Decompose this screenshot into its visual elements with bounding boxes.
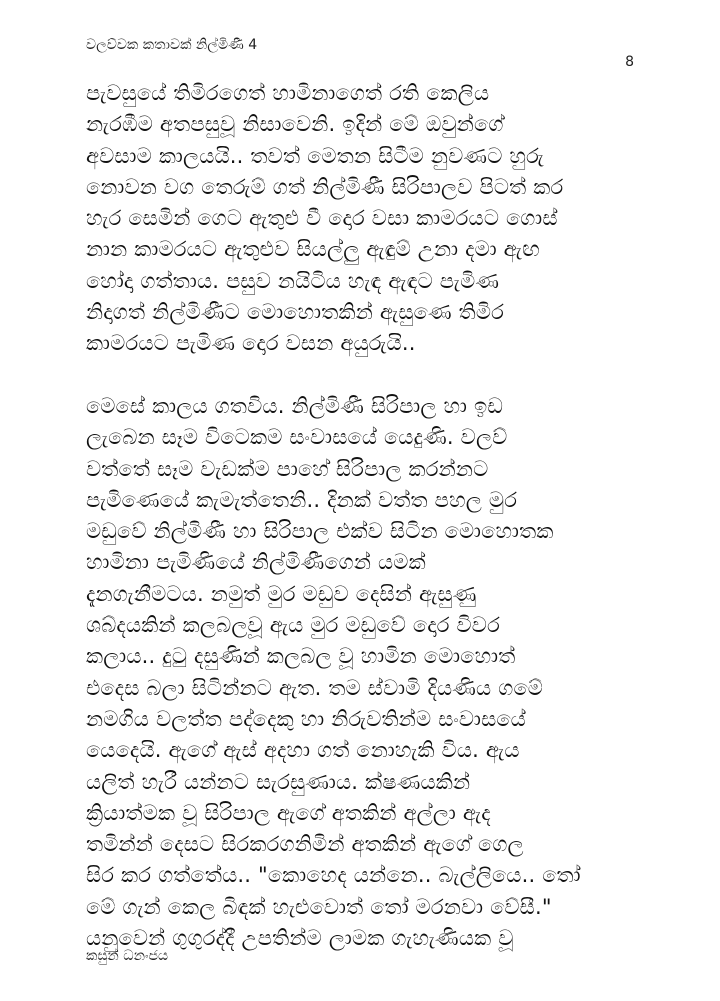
page-number: 8 — [625, 54, 634, 70]
running-footer-author: කසුන් ධනංජය — [86, 948, 169, 964]
text-line: වත්තේ සෑම වැඩක්ම පාහේ සිරිපාල කරන්නට — [86, 456, 489, 481]
text-line: හැර සෙමින් ගෙට ඇතුළු වී දොර වසා කාමරයට ගොස් — [86, 206, 558, 231]
text-line: කාමරයට පැමිණ දොර වසන අයුරුයි.. — [86, 331, 416, 356]
paragraph-spacer — [86, 360, 646, 391]
text-line: පැවසුයේ තිමිරගෙත් හාමිනාගෙත් රති කෙලිය — [86, 81, 490, 105]
text-line: දැනගැනීමටය. නමුත් මුර මඩුව දෙසින් ඇසුණු — [86, 581, 477, 606]
text-line: හෝදා ගත්තාය. පසුව නයිටිය හැඳ ඇඳට පැමිණ — [86, 268, 500, 293]
text-line: තමින්න් දෙසට සිරකරගනිමින් අතකින් ඇගේ ගෙල — [86, 832, 524, 857]
text-line: නාන කාමරයට ඇතුළුව සියල්ලු ඇඳුම් උනා දමා ඇඟ — [86, 237, 540, 262]
text-line: ශබ්දයකින් කලබලවූ ඇය මුර මඩුවේ දොර විවර — [86, 613, 500, 638]
text-line: පැමිණෙයේ කැමැත්තෙනි.. දිනක් වත්ත පහල මුර — [86, 487, 518, 512]
running-header-title: වලව්වක කතාවක් නිල්මිණී 4 — [86, 37, 258, 53]
text-line: යෙදෙයි. ඇගේ ඇස් අදහා ගත් නොහැකි විය. ඇය — [86, 738, 520, 763]
paragraph-2 — [86, 391, 646, 954]
text-line: සිර කර ගත්තේය.. "කොහෙද යන්නෙ.. බැල්ලියෙ.. තෝ — [86, 863, 581, 888]
text-line: යනුවෙන් ගුගුරද්දී උපතින්ම ලාමක ගැහැණියක වූ — [86, 926, 514, 951]
text-line: නොවන වග තෙරුම් ගත් නිල්මිණී සිරිපාලව පිටත් කර — [86, 174, 564, 199]
text-line: යලිත් හැරී යන්නට සැරසුණාය. ක්ෂණයකින් — [86, 769, 471, 794]
paragraph-1 — [86, 78, 646, 360]
text-line: මේ ගැන් කෙල බිඳක් හැළුවොත් තෝ මරනවා වේසී." — [86, 894, 552, 919]
text-line: නමගිය වලත්ත පද්දෙකු හා නිරුවතින්ම සංවාසයේ — [86, 706, 526, 731]
text-line: නිදාගත් නිල්මිණීට මොහොතකින් ඇසුණෙ තිමිර — [86, 300, 505, 325]
text-line: කලාය.. දුටු දසුණින් කලබල වූ හාමින මොහොත් — [86, 644, 516, 669]
text-line: හාමිනා පැමිණියේ නිල්මිණීගෙන් යමක් — [86, 550, 426, 575]
text-line: ක්‍රියාත්මක වූ සිරිපාල ඇගේ අතකින් අල්ලා ඇද — [86, 800, 491, 825]
text-line: අවසාම කාලයයි.. තවත් මෙතන සිටීම නුවණට හුරු — [86, 143, 544, 168]
text-line: එදෙස බලා සිටින්නට ඇත. තම ස්වාමි දියණිය ගමේ — [86, 675, 544, 700]
text-line: ලැබෙන සෑම විටෙකම සංවාසයේ යෙදුණි. වලව් — [86, 425, 508, 450]
body-text — [86, 78, 646, 954]
text-line: මඩුවේ නිල්මිණී හා සිරිපාල එක්ව සිටින මොහොතක — [86, 519, 554, 544]
text-line: නැරඹීම අතපසුවූ නිසාවෙනි. ඉදින් මේ ඔවුන්ගේ — [86, 112, 504, 137]
text-line: මෙසේ කාලය ගතවිය. නිල්මිණී සිරිපාල හා ඉඩ — [86, 393, 504, 418]
